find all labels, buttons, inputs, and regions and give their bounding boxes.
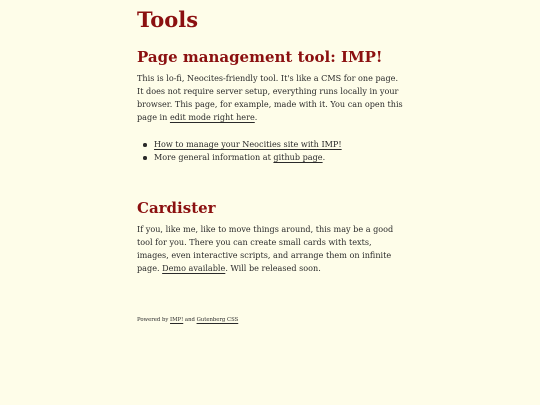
footer-gutenberg-link[interactable]: Gutenberg CSS bbox=[196, 317, 239, 323]
cardister-paragraph bbox=[137, 223, 403, 275]
github-page-link[interactable]: github page bbox=[273, 152, 323, 163]
neocities-guide-link[interactable]: How to manage your Neocities site with IMP! bbox=[154, 139, 342, 149]
cardister-text: If you, like me, like to move things around, this may be a good tool for you. There you can create small cards with texts, images, even interactive scripts, and arrange them on infinite page. bbox=[137, 224, 394, 274]
imp-intro-text: This is lo-fi, Neocites-friendly tool. It's like a CMS for one page. It does not require server setup, everything runs locally in your browser. This page, for example, made with it. You can open this page in bbox=[137, 73, 403, 123]
github-info-end: . bbox=[322, 152, 326, 163]
footer-imp-link[interactable]: IMP! bbox=[170, 317, 184, 323]
footer-middle: and bbox=[183, 317, 197, 323]
footer bbox=[137, 317, 238, 323]
footer-prefix: Powered by bbox=[137, 317, 171, 323]
page-title: Tools bbox=[137, 7, 199, 32]
list-item bbox=[137, 138, 342, 151]
imp-intro-end: . bbox=[254, 112, 258, 123]
cardister-heading: Cardister bbox=[137, 199, 216, 217]
imp-intro-paragraph bbox=[137, 72, 403, 124]
github-info-text: More general information at bbox=[154, 152, 274, 163]
imp-link-list bbox=[137, 138, 342, 164]
list-item bbox=[137, 151, 342, 164]
edit-mode-link[interactable]: edit mode right here bbox=[169, 112, 255, 123]
demo-link[interactable]: Demo available bbox=[162, 263, 226, 274]
imp-heading: Page management tool: IMP! bbox=[137, 48, 383, 66]
cardister-text-end: . Will be released soon. bbox=[225, 263, 321, 274]
